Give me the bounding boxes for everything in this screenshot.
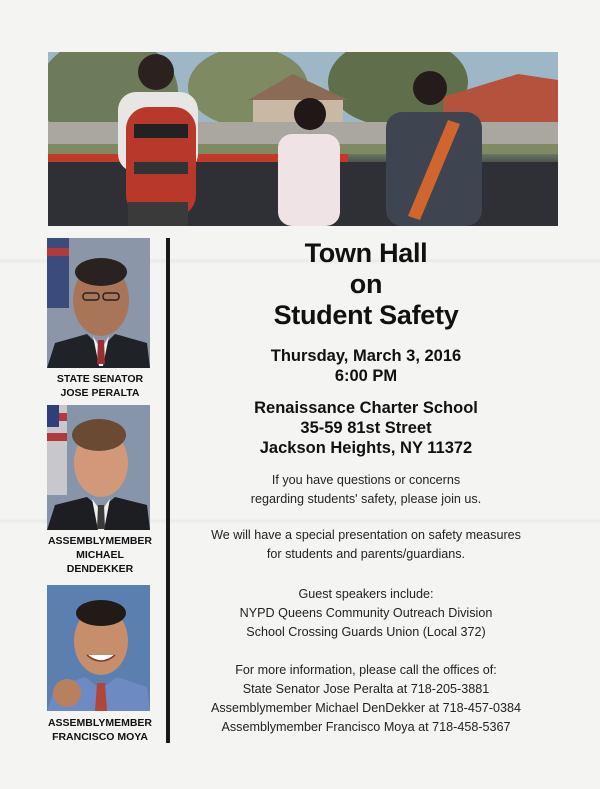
event-date: Thursday, March 3, 2016 bbox=[270, 347, 462, 365]
event-street: 35-59 81st Street bbox=[300, 419, 432, 437]
event-city: Jackson Heights, NY 11372 bbox=[259, 439, 473, 457]
portrait-photo-dendekker bbox=[47, 405, 150, 530]
column-divider bbox=[166, 238, 170, 743]
official-caption-1: STATE SENATOR JOSE PERALTA bbox=[56, 373, 144, 399]
event-details bbox=[178, 346, 554, 458]
guest-speakers-paragraph: Guest speakers include: NYPD Queens Community Outreach Division School Crossing Guards Union (Local 372) bbox=[239, 587, 493, 639]
children-walking-photo bbox=[48, 52, 558, 226]
event-venue: Renaissance Charter School bbox=[254, 399, 478, 417]
official-caption-3: ASSEMBLYMEMBER FRANCISCO MOYA bbox=[47, 717, 153, 743]
invite-paragraph: If you have questions or concerns regarding students' safety, please join us. bbox=[250, 473, 482, 506]
event-title: Town Hall on Student Safety bbox=[273, 238, 459, 330]
official-caption-2: ASSEMBLYMEMBER MICHAEL DENDEKKER bbox=[47, 535, 153, 575]
presentation-paragraph: We will have a special presentation on safety measures for students and parents/guardians. bbox=[211, 528, 521, 561]
contact-paragraph: For more information, please call the offices of: State Senator Jose Peralta at 718-205-3881 Assemblymember Michael DenDekker at 718-457-0384 Assemblymember Francisco Moya at 718-458-5367 bbox=[210, 663, 522, 734]
portrait-photo-moya bbox=[47, 585, 150, 711]
portrait-photo-peralta bbox=[47, 238, 150, 368]
event-time: 6:00 PM bbox=[334, 367, 398, 385]
